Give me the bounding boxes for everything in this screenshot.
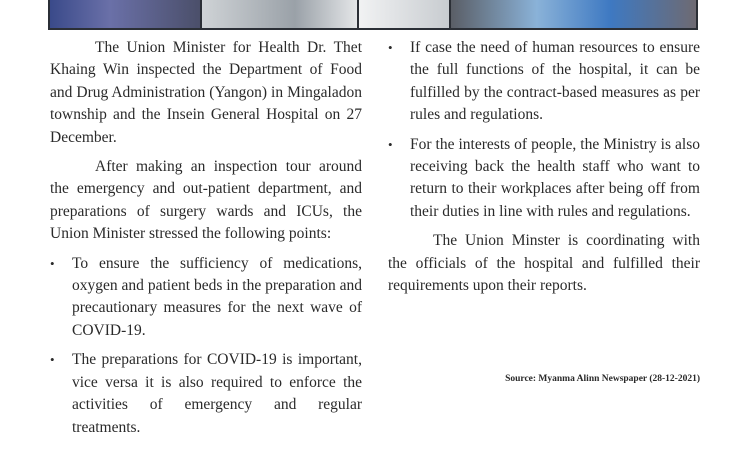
article-paragraph: After making an inspection tour around the emergency and out-patient department, and preparations of surgery wards and ICUs, the Union Minister stressed the following points: — [50, 158, 362, 243]
bullet-list — [50, 253, 362, 439]
bullet-text: To ensure the sufficiency of medications, oxygen and patient beds in the preparation and precautionary measures for the next wave of COVID-19. — [72, 254, 362, 339]
source-credit: Source: Myanma Alinn Newspaper (28-12-2021) — [505, 374, 700, 384]
bullet-item — [388, 134, 700, 224]
article-paragraph: The Union Minister for Health Dr. Thet Khaing Win inspected the Department of Food and Drug Administration (Yangon) in Mingaladon township and the Insein General Hospital on 27 December. — [50, 39, 362, 146]
article-column-left — [50, 37, 362, 446]
article-column-right — [388, 37, 700, 304]
bullet-text: For the interests of people, the Ministry is also receiving back the health staff who want to return to their workplaces after being off from their duties in line with rules and regulations. — [410, 135, 700, 220]
photo-panel-1 — [50, 0, 200, 28]
news-photo — [48, 0, 698, 30]
bullet-list — [388, 37, 700, 223]
photo-panel-3 — [359, 0, 449, 28]
bullet-icon: • — [388, 136, 393, 152]
bullet-icon: • — [50, 352, 55, 368]
article-paragraph: The Union Minster is coordinating with the officials of the hospital and fulfilled their requirements upon their reports. — [388, 232, 700, 295]
bullet-text: The preparations for COVID-19 is important, vice versa it is also required to enforce the activities of emergency and regular treatments. — [72, 351, 362, 436]
bullet-icon: • — [388, 40, 393, 55]
bullet-item — [50, 349, 362, 439]
bullet-item — [388, 37, 700, 127]
bullet-item — [50, 253, 362, 343]
photo-panel-4 — [451, 0, 696, 28]
bullet-icon: • — [50, 255, 55, 271]
photo-panel-2 — [202, 0, 357, 28]
bullet-text: If case the need of human resources to ensure the full functions of the hospital, it can be fulfilled by the contract-based measures as per rules and regulations. — [410, 39, 700, 124]
